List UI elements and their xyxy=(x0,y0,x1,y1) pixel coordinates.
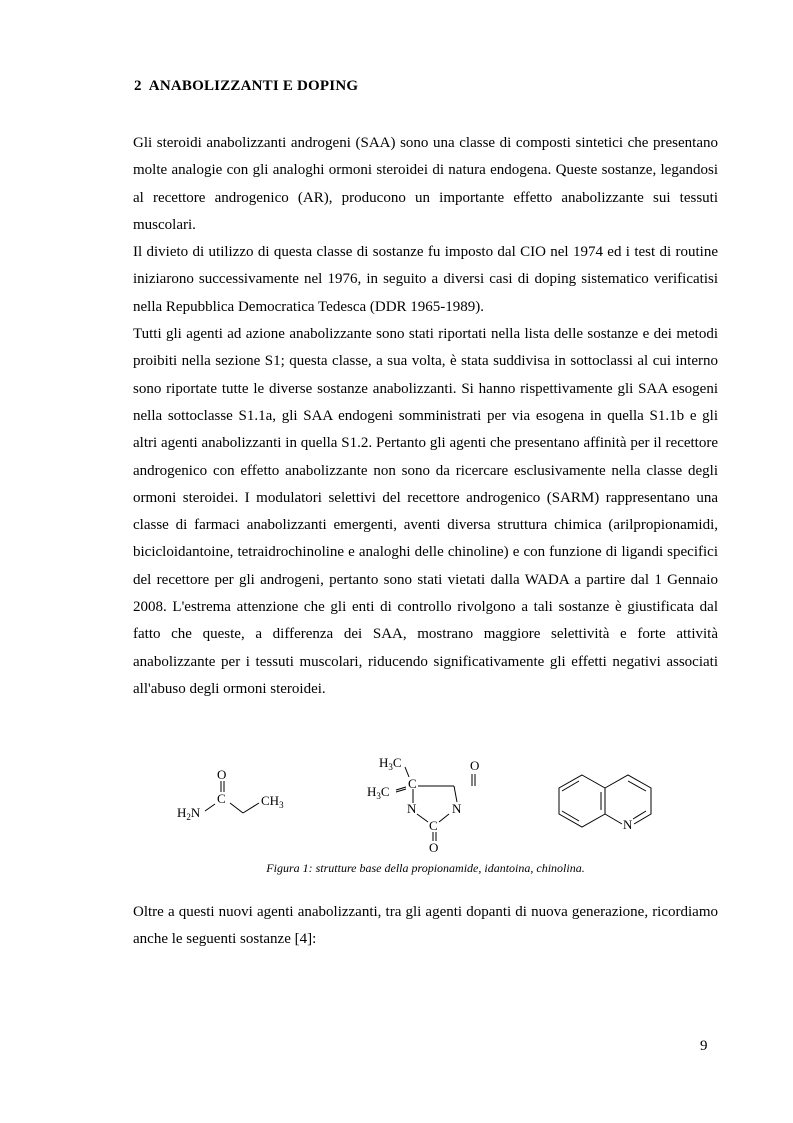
paragraph-cio-ban: Il divieto di utilizzo di questa classe di sostanze fu imposto dal CIO nel 1974 ed i test di routine iniziarono successivamente nel 1976, in seguito a diversi casi di doping sistematico verificatisi nella Repubblica Democratica Tedesca (DDR 1965-1989). xyxy=(133,244,718,315)
propionamide-methyl: $CH_3$ xyxy=(261,793,284,810)
hydantoin-oxygen-bottom: O xyxy=(429,840,439,855)
hydantoin-nitrogen-right: N xyxy=(452,801,462,816)
hydantoin-quaternary-carbon: C xyxy=(408,776,417,791)
propionamide-oxygen: O xyxy=(217,767,227,782)
hydantoin-methyl-bottom: $H_3C$ xyxy=(367,784,390,801)
section-number: 2 xyxy=(134,78,142,94)
chemical-structures-drawing xyxy=(133,752,718,860)
hydantoin-carbon-bottom: C xyxy=(429,818,438,833)
section-heading xyxy=(134,78,358,95)
paragraph-saa-intro: Gli steroidi anabolizzanti androgeni (SAA) sono una classe di composti sintetici che presentano molte analogie con gli analoghi ormoni steroidei di natura endogena. Queste sostanze, legandosi al recettore androgenico (AR), producono un importante effetto anabolizzante sui tessuti muscolari. xyxy=(133,135,718,233)
propionamide-carbon: C xyxy=(217,791,226,806)
figure-caption: Figura 1: strutture base della propionamide, idantoina, chinolina. xyxy=(266,861,585,875)
paragraph-anabolic-agents: Tutti gli agenti ad azione anabolizzante sono stati riportati nella lista delle sostanze e dei metodi proibiti nella sezione S1; questa classe, a sua volta, è stata suddivisa in sottoclassi al cui interno sono riportate tutte le diverse sostanze anabolizzanti. Si hanno rispettivamente gli SAA esogeni nella sottoclasse S1.1a, gli SAA endogeni somministrati per via esogena in quella S1.1b e gli altri agenti anabolizzanti in quella S1.2. Pertanto gli agenti che presentano affinità per il recettore androgenico con effetto anabolizzante non sono da ricercare esclusivamente nella classe degli ormoni steroidei. I modulatori selettivi del recettore androgenico (SARM) rappresentano una classe di farmaci anabolizzanti emergenti, aventi diversa struttura chimica (arilpropionamidi, bicicloidantoine, tetraidrochinoline e analoghi delle chinoline) e con funzione di ligandi specifici del recettore per gli androgeni, pertanto sono stati vietati dalla WADA a partire dal 1 Gennaio 2008. L'estrema attenzione che gli enti di controllo rivolgono a tali sostanze è giustificata dal fatto che queste, a differenza dei SAA, mostrano maggiore selettività e forte attività anabolizzante per i tessuti muscolari, riducendo significativamente gli effetti negativi associati all'abuso degli ormoni steroidei. xyxy=(133,326,718,697)
page-number: 9 xyxy=(700,1038,708,1054)
hydantoin-methyl-top: $H_3C$ xyxy=(379,755,402,772)
propionamide-structure xyxy=(205,781,259,813)
propionamide-amine: $H_2N$ xyxy=(177,805,201,822)
quinoline-structure xyxy=(559,775,651,827)
body-text xyxy=(133,130,718,703)
section-title: ANABOLIZZANTI E DOPING xyxy=(148,78,359,94)
hydantoin-nitrogen-left: N xyxy=(407,801,417,816)
hydantoin-oxygen-top: O xyxy=(470,758,480,773)
paragraph-new-agents: Oltre a questi nuovi agenti anabolizzanti, tra gli agenti dopanti di nuova generazione, ricordiamo anche le seguenti sostanze [4]: xyxy=(133,904,718,948)
figure-structures xyxy=(133,752,718,860)
quinoline-nitrogen: N xyxy=(623,817,633,832)
